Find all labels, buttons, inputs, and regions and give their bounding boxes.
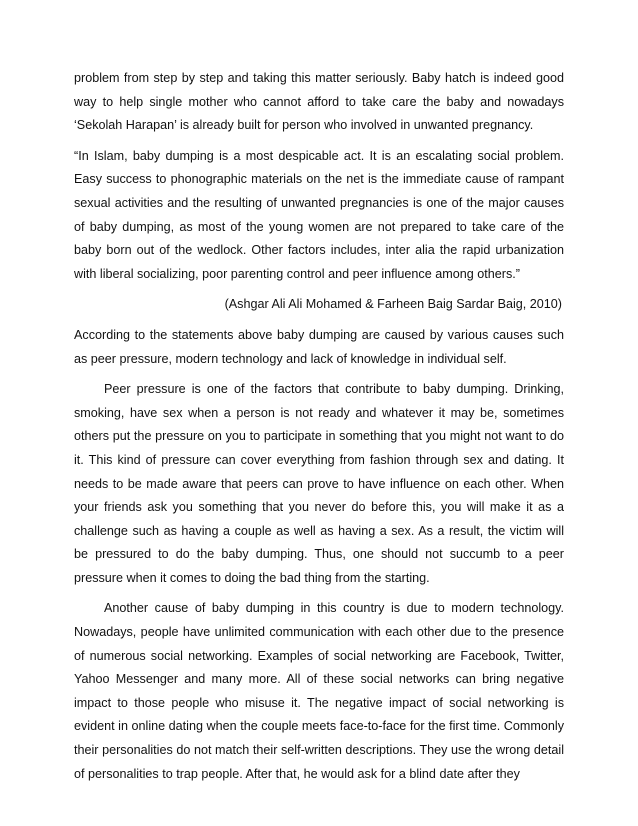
document-page <box>74 67 564 786</box>
quote-paragraph: “In Islam, baby dumping is a most despicable act. It is an escalating social problem. Easy success to phonographic materials on the net is the immediate cause of rampant sexual activities and the resulting of unwanted pregnancies is one of the major causes of baby dumping, as most of the young women are not prepared to take care of the baby born out of the wedlock. Other factors includes, inter alia the rapid urbanization with liberal socializing, poor parenting control and peer influence among others.” <box>74 148 564 281</box>
paragraph-peer-pressure: Peer pressure is one of the factors that contribute to baby dumping. Drinking, smoking, have sex when a person is not ready and whatever it may be, sometimes others put the pressure on you to participate in something that you might not want to do it. This kind of pressure can cover everything from fashion through sex and dating. It needs to be made aware that peers can prove to have influence on each other. When your friends ask you something that you never do before this, you will make it as a challenge such as having a couple as well as having a sex. As a result, the victim will be pressured to do the baby dumping. Thus, one should not succumb to a peer pressure when it comes to doing the bad thing from the starting. <box>74 382 564 585</box>
citation: (Ashgar Ali Ali Mohamed & Farheen Baig Sardar Baig, 2010) <box>224 297 562 312</box>
paragraph-modern-technology: Another cause of baby dumping in this country is due to modern technology. Nowadays, people have unlimited communication with each other due to the presence of numerous social networking. Examples of social networking are Facebook, Twitter, Yahoo Messenger and many more. All of these social networks can bring negative impact to those people who misuse it. The negative impact of social networking is evident in online dating when the couple meets face-to-face for the first time. Commonly their personalities do not match their self-written descriptions. They use the wrong detail of personalities to trap people. After that, he would ask for a blind date after they <box>74 601 564 781</box>
paragraph-baby-hatch: problem from step by step and taking this matter seriously. Baby hatch is indeed good way to help single mother who cannot afford to take care the baby and nowadays ‘Sekolah Harapan’ is already built for person who involved in unwanted pregnancy. <box>74 71 564 133</box>
paragraph-causes-summary: According to the statements above baby dumping are caused by various causes such as peer pressure, modern technology and lack of knowledge in individual self. <box>74 327 564 366</box>
